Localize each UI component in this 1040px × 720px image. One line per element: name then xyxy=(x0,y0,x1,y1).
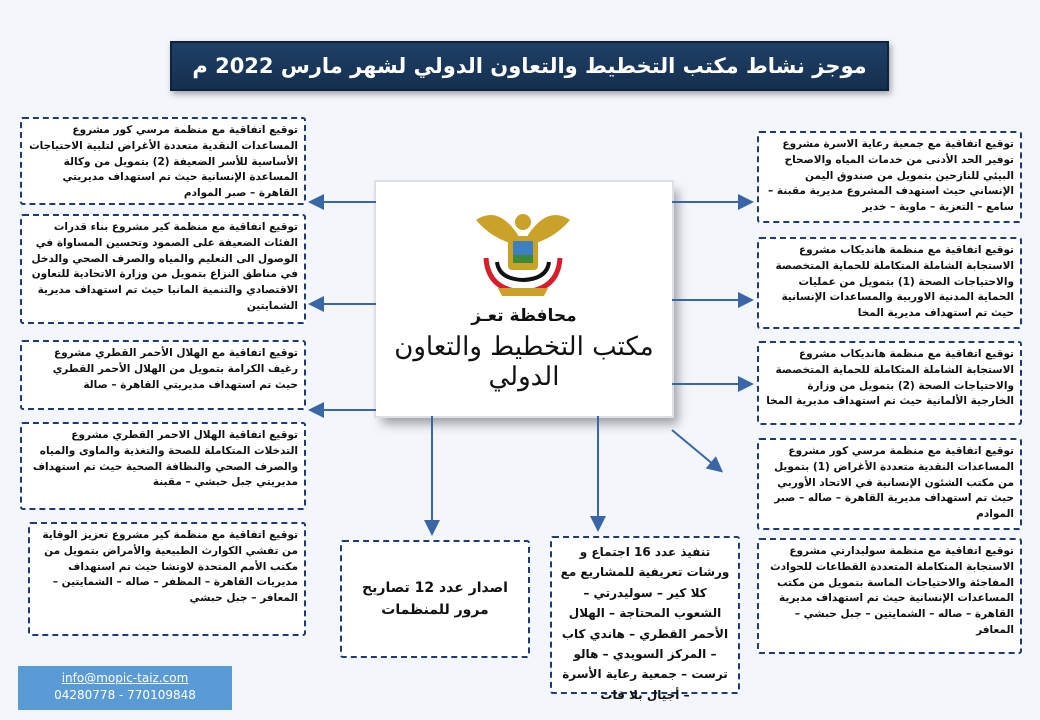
left-box-5: توقيع اتفاقية مع منظمة كير مشروع تعزيز الوقاية من تفشي الكوارث الطبيعية والأمراض بتمويل من مكتب الأمم المتحدة لاوتشا حيث تم استهداف مديريات القاهرة – المظفر – صاله – الشمايتين – المعافر – جبل حبشي xyxy=(28,522,306,636)
right-box-2: توقيع اتفاقية مع منظمة هانديكاب مشروع الاستجابة الشاملة المتكاملة للحماية المتخصصة والاحتياجات الصحة (1) بتمويل من عمليات الحماية المدنية الاوربية والمساعدات الإنسانية حيث تم استهداف مديرية المخا xyxy=(757,237,1022,329)
contact-info xyxy=(18,666,232,710)
right-box-4: توقيع اتفاقية مع منظمة مرسي كور مشروع المساعدات النقدية متعددة الأغراض (1) بتمويل من مكتب الشئون الإنسانية في الاتحاد الأوربي حيث تم استهداف مديرية القاهرة – صاله – صبر الموادم xyxy=(757,438,1022,530)
arrow-right-4 xyxy=(672,430,720,470)
right-box-1: توقيع اتفاقية مع جمعية رعاية الاسرة مشروع توفير الحد الأدنى من خدمات المياه والاصحاح البيئي للنازحين بتمويل من صندوق اليمن الإنساني حيث استهدف المشروع مديرية مقبنة – سامع – التعزية – ماوية – خدير xyxy=(757,131,1022,223)
left-box-4: توقيع اتفاقية الهلال الاحمر القطري مشروع التدخلات المتكاملة للصحة والتغذية والماوى والمياه والصرف الصحي والنظافة الصحية حيث تم استهداف مديريتي جبل حبشي – مقبنة xyxy=(20,422,306,510)
contact-email[interactable]: info@mopic-taiz.com xyxy=(61,671,189,685)
contact-phones: 04280778 - 770109848 xyxy=(54,688,196,703)
permits-box: اصدار عدد 12 تصاريح مرور للمنظمات xyxy=(340,540,530,658)
left-box-3: توقيع اتفاقية مع الهلال الأحمر القطري مشروع رغيف الكرامة بتمويل من الهلال الأحمر القطري حيث تم استهداف مديريتي القاهرة – صالة xyxy=(20,340,306,410)
meetings-box: تنفيذ عدد 16 اجتماع و ورشات تعريفية للمشاريع مع كلا كير – سوليدرتي – الشعوب المحتاجة – الهلال الأحمر القطري – هاندي كاب – المركز السويدي – هالو ترست – جمعية رعاية الأسرة – أجيال بلا قات xyxy=(550,536,740,694)
governorate-name: محافظة تعـز xyxy=(471,306,577,326)
left-box-1: توقيع اتفاقية مع منظمة مرسي كور مشروع المساعدات النقدية متعددة الأغراض لتلبية الاحتياجات الأساسية للأسر الضعيفة (2) بتمويل من وكالة المساعدة الإنسانية حيث تم استهداف مديريتي القاهرة – صبر الموادم xyxy=(20,117,306,205)
office-name: مكتب التخطيط والتعاون الدولي xyxy=(394,332,654,392)
page-title: موجز نشاط مكتب التخطيط والتعاون الدولي لشهر مارس 2022 م xyxy=(170,41,889,91)
left-box-2: توقيع اتفاقية مع منظمة كير مشروع بناء قدرات الفئات الضعيفة على الصمود وتحسين المساواة في الوصول الى التعليم والمياه والصرف الصحي والدخل في مناطق النزاع بتمويل من وزارة الاتحادية للتعاون الاقتصادي والتنمية المانيا حيث تم استهداف مديرية الشمايتين xyxy=(20,214,306,324)
right-box-3: توقيع اتفاقية مع منظمة هانديكاب مشروع الاستجابة الشاملة المتكاملة للحماية المتخصصة والاحتياجات الصحة (2) بتمويل من وزارة الخارجية الألمانية حيث تم استهداف مديرية المخا xyxy=(757,341,1022,425)
right-box-5: توقيع اتفاقية مع منظمة سوليدارتي مشروع الاستجابة المتكاملة المتعددة القطاعات للحوادث المفاجئة والاحتياجات الماسة بتمويل من مكتب المساعدات الإنسانية حيث تم استهداف مديرية القاهرة – صاله – الشمايتين – جبل حبشي – المعافر xyxy=(757,538,1022,654)
